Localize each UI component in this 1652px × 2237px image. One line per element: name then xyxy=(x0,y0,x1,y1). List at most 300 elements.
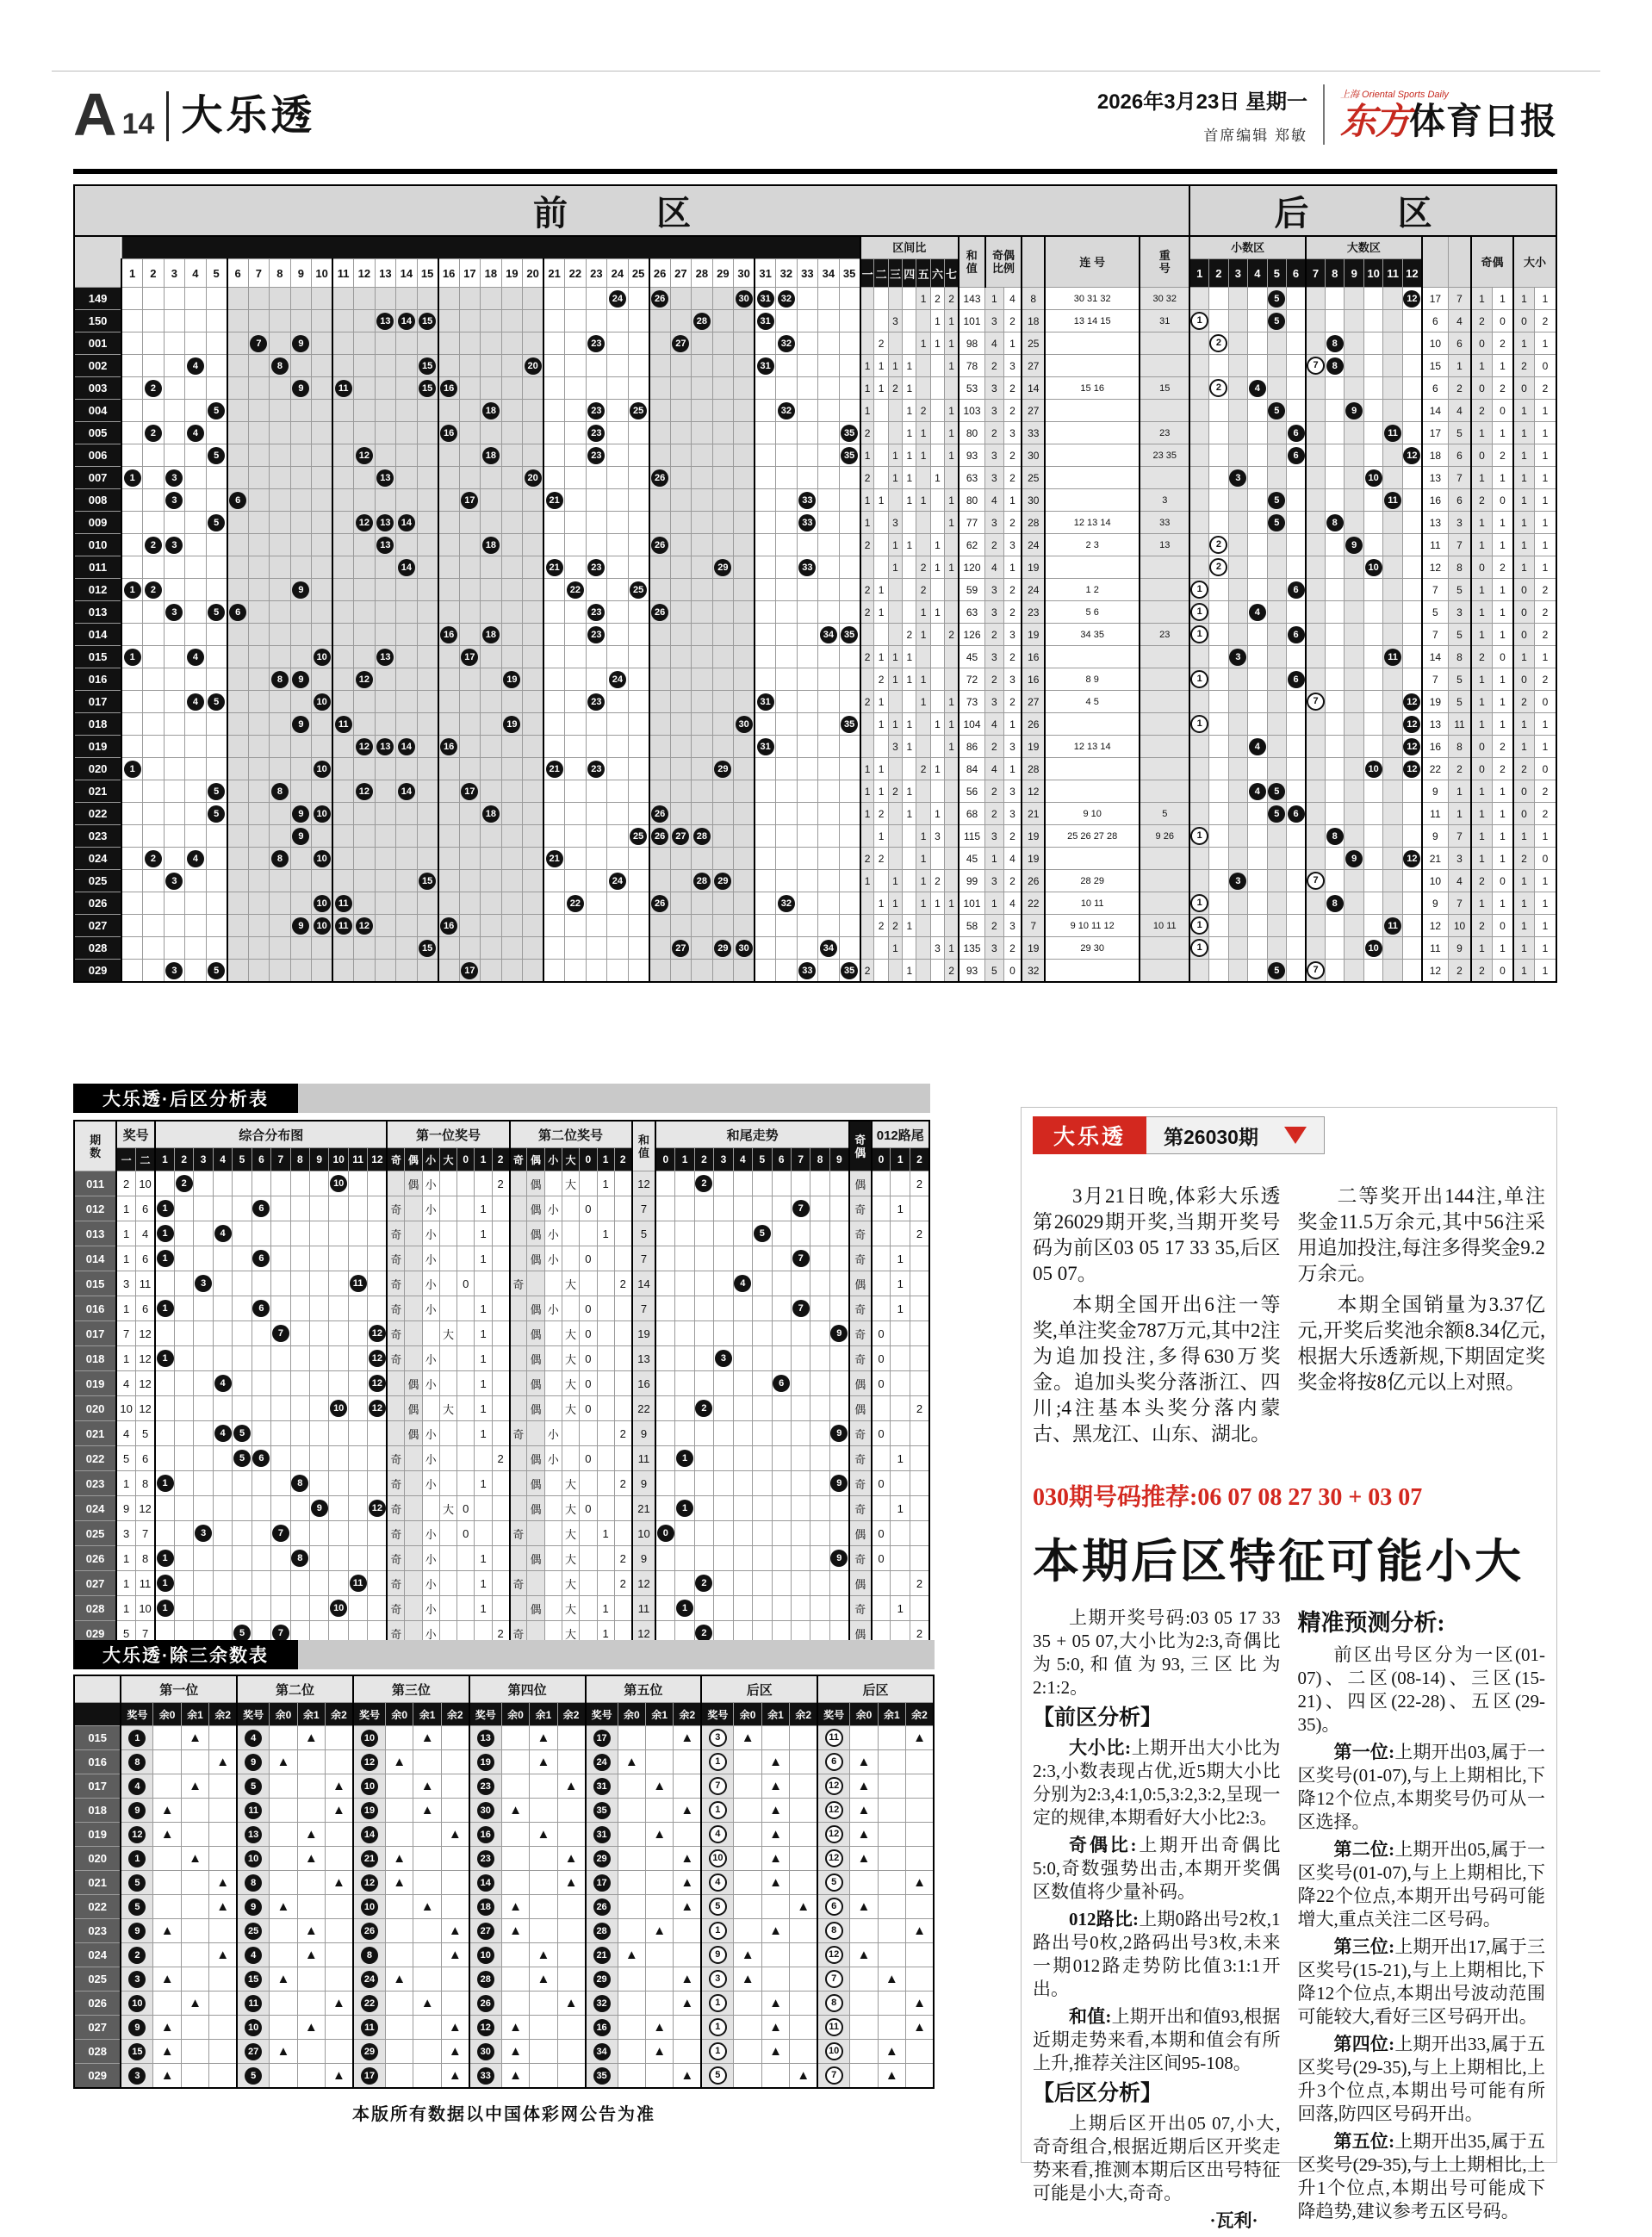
back-ball: 1 xyxy=(1190,312,1208,330)
lottery-name-tab: 大乐透 xyxy=(1033,1116,1146,1154)
front-ball: 16 xyxy=(440,626,457,643)
front-ball: 2 xyxy=(145,581,162,599)
trend-row: 007 1 3 13 20 26 2 1 1 1 63 3 2 25 3 10 13 7 1 1 1 1 xyxy=(74,467,1556,489)
back-ball: 1 xyxy=(1190,625,1208,643)
front-col-number: 34 xyxy=(818,259,840,288)
front-ball: 9 xyxy=(292,805,309,823)
back-ball: 8 xyxy=(1326,357,1344,375)
front-ball: 1 xyxy=(128,1730,146,1747)
front-ball: 28 xyxy=(477,1971,494,1988)
sum-tail-ball: 9 xyxy=(830,1550,848,1567)
front-ball: 12 xyxy=(356,738,373,755)
triangle-mark-icon: ▲ xyxy=(857,1899,871,1914)
front-ball: 20 xyxy=(525,357,542,375)
front-ball: 6 xyxy=(229,604,246,621)
back-ball: 1 xyxy=(1190,581,1208,599)
editor-credit: 首席编辑 郑敏 xyxy=(1203,127,1307,144)
front-ball: 13 xyxy=(376,738,394,755)
front-ball: 33 xyxy=(477,2067,494,2085)
mod3-row xyxy=(74,1799,934,1823)
article-paragraph: 二等奖开出144注,单注奖金11.5万余元,其中56注采用追加投注,每注多得奖金9.2万余元。 xyxy=(1297,1185,1545,1284)
front-ball: 15 xyxy=(245,1971,262,1988)
back-ball: 2 xyxy=(1209,536,1227,554)
front-ball: 28 xyxy=(693,313,711,330)
front-ball: 19 xyxy=(503,671,520,688)
back-ball: 1 xyxy=(1190,715,1208,733)
front-ball: 16 xyxy=(440,425,457,442)
period-cell: 020 xyxy=(74,758,121,780)
period-cell: 026 xyxy=(74,892,121,915)
period-cell: 022 xyxy=(74,1446,116,1471)
triangle-mark-icon: ▲ xyxy=(276,2044,290,2059)
triangle-mark-icon: ▲ xyxy=(797,1899,810,1914)
analysis-row: 011 2 10 2 10 偶 小 2 偶 大 1 12 2 偶 2 xyxy=(74,1171,929,1196)
triangle-mark-icon: ▲ xyxy=(680,2068,694,2083)
front-ball: 8 xyxy=(271,783,289,800)
front-ball: 16 xyxy=(440,917,457,935)
trend-row: 022 5 9 10 18 26 1 2 1 1 68 2 3 21 9 10 5 5 6 11 1 1 1 0 2 xyxy=(74,803,1556,825)
triangle-mark-icon: ▲ xyxy=(393,1755,407,1769)
sum-tail-ball: 7 xyxy=(792,1300,810,1317)
back-big-small-header: 大小 xyxy=(1513,236,1556,288)
back-ball: 3 xyxy=(709,1729,727,1747)
front-col-number: 20 xyxy=(523,259,544,288)
front-ball: 26 xyxy=(651,537,668,554)
triangle-mark-icon: ▲ xyxy=(332,1779,345,1793)
period-cell: 012 xyxy=(74,1196,116,1221)
sum-tail-ball: 2 xyxy=(695,1625,712,1642)
front-col-number: 32 xyxy=(776,259,798,288)
front-ball: 9 xyxy=(128,1923,146,1940)
front-col-number: 28 xyxy=(692,259,713,288)
back-ball: 4 xyxy=(1249,738,1266,755)
front-ball: 8 xyxy=(271,850,289,867)
front-ball: 9 xyxy=(292,581,309,599)
analysis-row: 019 4 12 4 12 偶 小 1 偶 大 0 16 6 偶 0 xyxy=(74,1371,929,1396)
news-section xyxy=(1033,1184,1545,1452)
analysis-row: 017 7 12 7 12 奇 大 1 偶 大 0 19 9 奇 0 xyxy=(74,1321,929,1346)
triangle-mark-icon: ▲ xyxy=(564,1851,578,1866)
front-ball: 24 xyxy=(593,1754,611,1771)
back-ball: 5 xyxy=(1268,962,1285,979)
front-ball: 9 xyxy=(245,1754,262,1771)
distribution-ball: 12 xyxy=(369,1325,386,1342)
back-ball: 12 xyxy=(1403,716,1420,733)
front-ball: 11 xyxy=(245,1802,262,1819)
triangle-mark-icon: ▲ xyxy=(509,1899,522,1914)
triangle-mark-icon: ▲ xyxy=(160,1923,174,1938)
triangle-mark-icon: ▲ xyxy=(420,1803,434,1818)
back-col-number: 6 xyxy=(1287,259,1306,288)
period-cell: 006 xyxy=(74,444,121,467)
analysis-table-titlebar xyxy=(73,1084,930,1113)
triangle-mark-icon: ▲ xyxy=(653,1827,667,1842)
front-ball: 32 xyxy=(778,290,795,308)
front-ball: 30 xyxy=(736,716,753,733)
triangle-mark-icon: ▲ xyxy=(653,2044,667,2059)
front-col-number: 10 xyxy=(312,259,333,288)
front-ball: 3 xyxy=(165,873,183,890)
front-ball: 14 xyxy=(398,783,415,800)
zone-ratio-header: 区间比 xyxy=(860,236,959,259)
triangle-mark-icon: ▲ xyxy=(448,1923,462,1938)
front-ball: 27 xyxy=(672,940,689,957)
article-paragraph: 大小比:上期开出大小比为2:3,小数表现占优,近5期大小比分别为2:3,4:1,0:5,3:2,3:2,呈现一定的规律,本期看好大小比2:3。 xyxy=(1033,1737,1281,1828)
sum-tail-ball: 7 xyxy=(792,1200,810,1217)
triangle-mark-icon: ▲ xyxy=(769,1851,782,1866)
triangle-mark-icon: ▲ xyxy=(680,1875,694,1890)
front-ball: 17 xyxy=(461,492,478,509)
triangle-mark-icon: ▲ xyxy=(189,1851,202,1866)
mod3-row xyxy=(74,1774,934,1799)
front-col-number: 33 xyxy=(797,259,818,288)
front-ball: 26 xyxy=(651,895,668,912)
triangle-mark-icon: ▲ xyxy=(304,1923,318,1938)
front-ball: 12 xyxy=(356,671,373,688)
period-cell: 029 xyxy=(74,960,121,983)
triangle-mark-icon: ▲ xyxy=(624,1755,638,1769)
back-ball: 10 xyxy=(1365,469,1382,487)
front-ball: 29 xyxy=(714,559,731,576)
triangle-mark-icon: ▲ xyxy=(885,2068,898,2083)
article-paragraph: 本期全国销量为3.37亿元,开奖后奖池余额8.34亿元,根据大乐透新规,下期固定奖奖金将按8亿元以上对照。 xyxy=(1297,1294,1545,1393)
article-paragraph: 和值:上期开出和值93,根据近期走势来看,本期和值会有所上升,推荐关注区间95-108。 xyxy=(1033,2006,1281,2073)
back-col-number: 4 xyxy=(1248,259,1267,288)
front-ball: 10 xyxy=(245,2019,262,2036)
period-cell: 028 xyxy=(74,2040,121,2064)
distribution-ball: 6 xyxy=(252,1300,270,1317)
front-ball: 12 xyxy=(477,2019,494,2036)
triangle-mark-icon: ▲ xyxy=(420,1996,434,2010)
front-col-number: 31 xyxy=(755,259,776,288)
trend-row: 008 3 6 17 21 33 1 1 1 1 1 80 4 1 30 3 5 11 16 6 2 0 1 1 xyxy=(74,489,1556,512)
edition-number: 14 xyxy=(121,108,155,140)
back-ball: 1 xyxy=(1190,939,1208,957)
period-cell: 149 xyxy=(74,288,121,310)
front-ball: 34 xyxy=(593,2043,611,2060)
front-col-number: 17 xyxy=(459,259,481,288)
period-cell: 016 xyxy=(74,668,121,691)
front-ball: 32 xyxy=(778,895,795,912)
paragraph-lead: 第五位: xyxy=(1333,2131,1395,2152)
front-ball: 12 xyxy=(356,917,373,935)
sum-tail-ball: 9 xyxy=(830,1425,848,1442)
front-ball: 26 xyxy=(477,1995,494,2012)
trend-row: 027 9 10 11 12 16 2 2 1 58 2 3 7 9 10 11 12 10 11 1 11 12 10 2 0 1 1 xyxy=(74,915,1556,937)
period-cell: 004 xyxy=(74,400,121,422)
back-ball: 11 xyxy=(1384,649,1401,666)
triangle-mark-icon: ▲ xyxy=(913,1996,926,2010)
triangle-mark-icon: ▲ xyxy=(857,1755,871,1769)
front-ball: 27 xyxy=(672,828,689,845)
news-right-column xyxy=(1298,1184,1546,1452)
front-ball: 8 xyxy=(245,1874,262,1892)
paragraph-lead: 和值: xyxy=(1069,2006,1112,2027)
interval-col-label: 二 xyxy=(874,259,888,288)
period-cell: 027 xyxy=(74,2016,121,2040)
consecutive-header: 连 号 xyxy=(1045,236,1140,288)
mod3-row xyxy=(74,2064,934,2089)
front-ball: 15 xyxy=(419,380,436,397)
front-ball: 10 xyxy=(361,1730,378,1747)
position-group-header: 后区 xyxy=(701,1675,817,1703)
edition-letter: A xyxy=(73,81,117,148)
interval-col-label: 五 xyxy=(916,259,930,288)
triangle-mark-icon: ▲ xyxy=(276,1972,290,1986)
front-ball: 23 xyxy=(587,425,605,442)
back-ball: 4 xyxy=(1249,783,1266,800)
back-ball: 6 xyxy=(825,1898,843,1916)
front-col-number: 30 xyxy=(734,259,755,288)
front-ball: 2 xyxy=(128,1947,146,1964)
front-ball: 4 xyxy=(245,1730,262,1747)
front-ball: 35 xyxy=(593,1802,611,1819)
distribution-ball: 2 xyxy=(176,1175,193,1192)
front-ball: 10 xyxy=(314,917,331,935)
front-ball: 14 xyxy=(398,738,415,755)
front-ball: 9 xyxy=(128,2019,146,2036)
back-ball: 1 xyxy=(1190,827,1208,845)
distribution-ball: 1 xyxy=(157,1300,174,1317)
front-ball: 28 xyxy=(693,828,711,845)
triangle-mark-icon: ▲ xyxy=(885,1972,898,1986)
front-ball: 3 xyxy=(128,1971,146,1988)
period-cell: 018 xyxy=(74,1346,116,1371)
triangle-mark-icon: ▲ xyxy=(769,1803,782,1818)
article-paragraph: 第三位:上期开出17,属于三区奖号(15-21),与上上期相比,下降12个位点,本期出号波动范围可能较大,看好三区号码开出。 xyxy=(1297,1936,1545,2027)
issue-tab-row xyxy=(1033,1116,1545,1154)
triangle-mark-icon: ▲ xyxy=(537,1948,550,1962)
back-ball: 9 xyxy=(1345,402,1363,419)
trend-chart-block xyxy=(73,184,1557,983)
analysis-left-column xyxy=(1033,1606,1281,2237)
front-ball: 12 xyxy=(356,783,373,800)
triangle-mark-icon: ▲ xyxy=(769,1779,782,1793)
front-ball: 35 xyxy=(841,626,858,643)
front-ball: 29 xyxy=(714,873,731,890)
triangle-mark-icon: ▲ xyxy=(680,1996,694,2010)
paragraph-lead: 012路比: xyxy=(1069,1909,1140,1929)
triangle-mark-icon: ▲ xyxy=(564,1996,578,2010)
front-ball: 3 xyxy=(165,537,183,554)
front-ball: 26 xyxy=(651,604,668,621)
front-ball: 22 xyxy=(361,1995,378,2012)
sum-tail-ball: 3 xyxy=(715,1350,732,1367)
front-ball: 13 xyxy=(245,1826,262,1843)
article-headline: 本期后区特征可能小大 xyxy=(1033,1536,1524,1588)
front-col-number: 15 xyxy=(417,259,438,288)
front-ball: 35 xyxy=(841,425,858,442)
period-cell: 019 xyxy=(74,736,121,758)
front-ball: 9 xyxy=(292,917,309,935)
triangle-mark-icon: ▲ xyxy=(509,2020,522,2035)
front-ball: 14 xyxy=(361,1826,378,1843)
triangle-mark-icon: ▲ xyxy=(160,1972,174,1986)
period-cell: 027 xyxy=(74,1571,116,1596)
front-ball: 11 xyxy=(361,2019,378,2036)
front-ball: 32 xyxy=(593,1995,611,2012)
period-cell: 012 xyxy=(74,579,121,601)
period-cell: 024 xyxy=(74,1496,116,1521)
back-ball: 8 xyxy=(1326,895,1344,912)
period-cell: 003 xyxy=(74,377,121,400)
period-cell: 029 xyxy=(74,2064,121,2089)
trend-row: 004 5 18 23 25 32 1 1 2 1 103 3 2 27 5 9 14 4 2 0 1 1 xyxy=(74,400,1556,422)
triangle-mark-icon: ▲ xyxy=(885,2044,898,2059)
period-cell: 016 xyxy=(74,1296,116,1321)
front-ball: 9 xyxy=(128,1802,146,1819)
back-ball: 5 xyxy=(709,1898,727,1916)
front-ball: 19 xyxy=(503,716,520,733)
back-col-number: 1 xyxy=(1189,259,1208,288)
triangle-mark-icon: ▲ xyxy=(420,1899,434,1914)
header-rule xyxy=(73,169,1557,174)
front-ball: 32 xyxy=(778,335,795,352)
front-ball: 18 xyxy=(477,1898,494,1916)
back-col-number: 7 xyxy=(1306,259,1325,288)
back-ball: 2 xyxy=(1209,379,1227,397)
triangle-mark-icon: ▲ xyxy=(680,1803,694,1818)
front-ball: 23 xyxy=(477,1778,494,1795)
front-ball: 2 xyxy=(145,425,162,442)
front-ball: 5 xyxy=(208,805,225,823)
front-ball: 13 xyxy=(376,537,394,554)
position-group-header: 第五位 xyxy=(586,1675,702,1703)
distribution-ball: 10 xyxy=(330,1175,347,1192)
article-paragraph: 本期全国开出6注一等奖,单注奖金787万元,其中2注为追加投注,多得630万奖金。追加头奖分落浙江、四川;4注基本头奖分落内蒙古、黑龙江、山东、湖北。 xyxy=(1033,1294,1281,1445)
back-ball: 9 xyxy=(1345,850,1363,867)
front-ball: 19 xyxy=(477,1754,494,1771)
small-zone-header: 小数区 xyxy=(1189,236,1306,259)
front-ball: 4 xyxy=(187,649,204,666)
byline: ·瓦利· xyxy=(1209,2210,1258,2231)
front-ball: 31 xyxy=(593,1826,611,1843)
front-ball: 17 xyxy=(461,962,478,979)
period-cell: 014 xyxy=(74,624,121,646)
front-ball: 29 xyxy=(714,940,731,957)
period-cell: 020 xyxy=(74,1847,121,1871)
back-ball: 3 xyxy=(709,1970,727,1988)
front-ball: 3 xyxy=(165,962,183,979)
front-ball: 15 xyxy=(128,2043,146,2060)
front-col-number: 19 xyxy=(501,259,523,288)
period-cell: 011 xyxy=(74,556,121,579)
analysis-row: 020 10 12 10 12 偶 大 1 偶 大 0 22 2 偶 2 xyxy=(74,1396,929,1421)
mod3-row xyxy=(74,1895,934,1919)
front-col-number: 27 xyxy=(670,259,692,288)
back-odd-even-header: 奇偶 xyxy=(1471,236,1513,288)
front-ball: 27 xyxy=(672,335,689,352)
front-ball: 24 xyxy=(609,290,626,308)
distribution-ball: 6 xyxy=(252,1450,270,1467)
back-col-number: 3 xyxy=(1228,259,1247,288)
newspaper-logo xyxy=(1340,87,1557,142)
back-ball: 10 xyxy=(1365,559,1382,576)
front-ball: 21 xyxy=(361,1850,378,1867)
front-col-number: 4 xyxy=(185,259,207,288)
front-ball: 13 xyxy=(477,1730,494,1747)
mod3-row xyxy=(74,1823,934,1847)
article-paragraph: 第二位:上期开出05,属于一区奖号(01-07),与上上期相比,下降22个位点,本期开出号码可能增大,重点关注二区号码。 xyxy=(1297,1839,1545,1929)
period-cell: 017 xyxy=(74,1321,116,1346)
front-ball: 32 xyxy=(778,402,795,419)
front-ball: 23 xyxy=(587,693,605,711)
trend-row: 002 4 8 15 20 31 1 1 1 1 1 78 2 3 27 7 8 15 1 1 1 2 0 xyxy=(74,355,1556,377)
triangle-mark-icon: ▲ xyxy=(624,1948,638,1962)
triangle-mark-icon: ▲ xyxy=(913,1875,926,1890)
front-ball: 10 xyxy=(314,761,331,778)
back-ball: 12 xyxy=(825,1801,843,1819)
back-ball: 1 xyxy=(709,1994,727,2012)
triangle-mark-icon: ▲ xyxy=(216,1755,230,1769)
back-ball: 1 xyxy=(709,2018,727,2036)
front-ball: 35 xyxy=(593,2067,611,2085)
triangle-mark-icon: ▲ xyxy=(448,2020,462,2035)
front-col-number: 1 xyxy=(121,259,143,288)
front-ball: 16 xyxy=(477,1826,494,1843)
front-ball: 15 xyxy=(419,313,436,330)
analysis-row: 015 3 11 3 11 奇 小 0 奇 大 2 14 4 偶 1 xyxy=(74,1271,929,1296)
sum-header: 和 值 xyxy=(632,1121,656,1171)
front-ball: 5 xyxy=(208,447,225,464)
triangle-mark-icon: ▲ xyxy=(680,1731,694,1745)
triangle-mark-icon: ▲ xyxy=(189,1731,202,1745)
front-ball: 25 xyxy=(630,581,647,599)
front-numbers-black-bar xyxy=(121,236,860,259)
front-ball: 3 xyxy=(165,604,183,621)
front-ball: 8 xyxy=(128,1754,146,1771)
front-col-number: 18 xyxy=(481,259,502,288)
front-ball: 17 xyxy=(593,1730,611,1747)
distribution-ball: 1 xyxy=(157,1225,174,1242)
back-ball: 1 xyxy=(709,1801,727,1819)
front-zone-title: 前 区 xyxy=(74,185,1189,236)
back-ball: 6 xyxy=(1288,581,1305,599)
back-ball: 11 xyxy=(1384,917,1401,935)
trend-row: 015 1 4 10 13 17 2 1 1 1 45 3 2 16 3 11 14 8 2 0 1 1 xyxy=(74,646,1556,668)
period-cell: 001 xyxy=(74,332,121,355)
triangle-mark-icon: ▲ xyxy=(857,1779,871,1793)
triangle-mark-icon: ▲ xyxy=(160,2020,174,2035)
back-col-number: 10 xyxy=(1363,259,1382,288)
front-ball: 1 xyxy=(124,469,141,487)
front-ball: 5 xyxy=(208,693,225,711)
front-ball: 23 xyxy=(587,761,605,778)
distribution-ball: 1 xyxy=(157,1350,174,1367)
triangle-mark-icon: ▲ xyxy=(448,1827,462,1842)
back-ball: 12 xyxy=(1403,738,1420,755)
triangle-mark-icon: ▲ xyxy=(448,1948,462,1962)
big-zone-header: 大数区 xyxy=(1306,236,1422,259)
front-ball: 11 xyxy=(245,1995,262,2012)
period-cell: 025 xyxy=(74,1967,121,1992)
distribution-ball: 10 xyxy=(330,1400,347,1417)
front-ball: 35 xyxy=(841,447,858,464)
front-ball: 13 xyxy=(376,649,394,666)
paragraph-lead: 第一位: xyxy=(1333,1742,1395,1762)
mod3-row xyxy=(74,1871,934,1895)
triangle-mark-icon: ▲ xyxy=(537,1972,550,1986)
back-ball: 5 xyxy=(1268,783,1285,800)
issue-tab xyxy=(1146,1116,1325,1154)
front-col-number: 6 xyxy=(227,259,249,288)
back-col-number: 2 xyxy=(1209,259,1228,288)
analysis-row: 021 4 5 4 5 偶 小 1 奇 小 2 9 9 奇 0 xyxy=(74,1421,929,1446)
front-ball: 17 xyxy=(461,649,478,666)
sum-tail-ball: 0 xyxy=(657,1525,674,1542)
analysis-row: 023 1 8 1 8 奇 小 1 偶 大 2 9 9 奇 0 xyxy=(74,1471,929,1496)
period-cell: 013 xyxy=(74,601,121,624)
